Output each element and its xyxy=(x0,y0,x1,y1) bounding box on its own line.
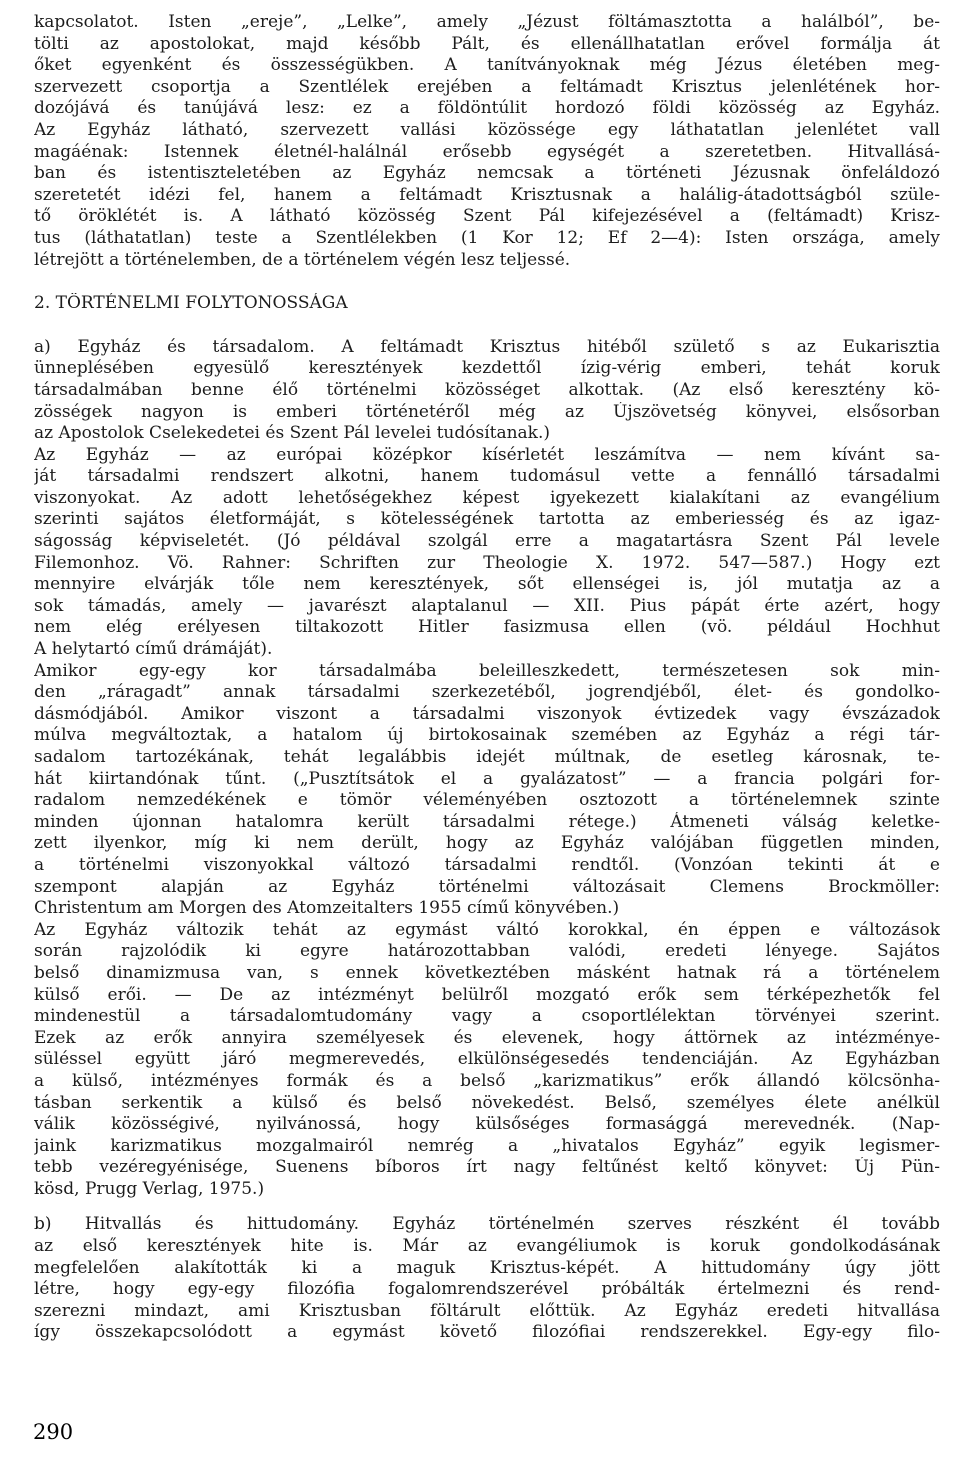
text-line: külső erői. — De az intézményt belülről mozgató erők sem térképezhetők fel xyxy=(34,984,940,1005)
text-line: b) Hitvallás és hittudomány. Egyház történelmén szerves részként él tovább xyxy=(34,1214,940,1235)
text-line: megfelelően alakították ki a maguk Krisztus-képét. A hittudomány úgy jött xyxy=(34,1257,940,1278)
text-line: tásban serkentik a külső és belső növekedést. Belső, személyes élete anélkül xyxy=(34,1092,940,1113)
text-line: őket egyenként és összességükben. A tanítványoknak még Jézus életében meg- xyxy=(34,55,940,76)
text-line: Az Egyház — az európai középkor kísérletét leszámítva — nem kívánt sa- xyxy=(34,444,940,465)
text-line: szerinti sajátos életformáját, s kötelességének tartotta az emberiesség és az igaz- xyxy=(34,509,940,530)
text-line: zett ilyenkor, míg ki nem derült, hogy az Egyház valójában független minden, xyxy=(34,833,940,854)
text-line: hát kiirtandónak tűnt. („Pusztítsátok el a gyalázatost” — a francia polgári for- xyxy=(34,768,940,789)
text-line: kösd, Prugg Verlag, 1975.) xyxy=(34,1178,265,1199)
text-line: minden újonnan hatalomra került társadalmi rétege.) Átmeneti válság keletke- xyxy=(34,811,940,832)
text-line: így összekapcsolódott a egymást követő filozófiai rendszerekkel. Egy-egy filo- xyxy=(34,1322,940,1343)
text-line: mennyire elvárják tőle nem keresztények, sőt ellenségei is, jól mutatja az a xyxy=(34,574,940,595)
text-line: magáénak: Istennek életnél-halálnál erősebb egységét a szeretetben. Hitvallásá- xyxy=(34,141,940,162)
text-line: létre, hogy egy-egy filozófia fogalomrendszerével próbálták értelmezni és rend- xyxy=(34,1279,940,1300)
text-line: során rajzolódik ki egyre határozottabban valódi, eredeti lényege. Sajátos xyxy=(34,941,940,962)
text-line: Az Egyház látható, szervezett vallási közössége egy láthatatlan jelenlétet vall xyxy=(34,119,940,140)
text-line: a külső, intézményes formák és a belső „karizmatikus” erők állandó kölcsönha- xyxy=(34,1070,940,1091)
text-line: viszonyokat. Az adott lehetőségekhez képest igyekezett kialakítani az evangélium xyxy=(34,487,940,508)
text-line: Ezek az erők annyira személyesek és elevenek, hogy áttörnek az intézménye- xyxy=(34,1027,940,1048)
text-line: múlva megváltoztak, a hatalom új birtokosainak szemében az Egyház a régi tár- xyxy=(34,725,940,746)
text-line: sadalom tartozékának, tehát legalábbis idejét múltnak, de esetleg károsnak, te- xyxy=(34,747,940,767)
text-line: társadalmában benne élő történelmi közösséget alkottak. (Az első keresztény kö- xyxy=(34,379,940,400)
text-line: dásmódjából. Amikor viszont a társadalmi viszonyok évtizedek vagy évszázadok xyxy=(34,703,940,724)
text-line: az első keresztények hite is. Már az evangéliumok is koruk gondolkodásának xyxy=(34,1236,940,1257)
text-line: szervezett csoportja a Szentlélek erejében a feltámadt Krisztus jelenlétének hor- xyxy=(34,76,940,97)
text-line: kapcsolatot. Isten „ereje”, „Lelke”, amely „Jézust föltámasztotta a halálból”, be- xyxy=(34,12,940,32)
text-line: zösségek nagyon is emberi történetéről még az Újszövetség könyvei, elsősorban xyxy=(34,401,940,422)
text-line: válik közösségivé, nyilvánossá, hogy külsőséges formasággá merevednék. (Nap- xyxy=(34,1114,940,1135)
text-line: tő öröklétét is. A látható közösség Szent Pál kifejezésével a (feltámadt) Krisz- xyxy=(34,206,940,227)
text-line: sok támadás, amely — javarészt alaptalanul — XII. Pius pápát érte azért, hogy xyxy=(34,595,940,616)
text-line: nem elég erélyesen tiltakozott Hitler fasizmusa ellen (vö. például Hochhut xyxy=(34,617,940,638)
text-line: szempont alapján az Egyház történelmi változásait Clemens Brockmöller: xyxy=(34,876,940,897)
text-line: jaink karizmatikus mozgalmairól nemrég a „hivatalos Egyház” egyik legismer- xyxy=(34,1135,940,1156)
text-line: Amikor egy-egy kor társadalmába beleilleszkedett, természetesen sok min- xyxy=(34,660,940,681)
text-line: ját társadalmi rendszert alkotni, hanem tudomásul vette a fennálló társadalmi xyxy=(34,466,940,487)
paragraph-gap xyxy=(34,315,940,337)
text-line: a történelmi viszonyokkal változó társadalmi rendtől. (Vonzóan tekinti át e xyxy=(34,854,940,875)
text-line: létrejött a történelemben, de a történelem végén lesz teljessé. xyxy=(34,249,571,270)
text-line: A helytartó című drámáját). xyxy=(34,639,273,660)
text-line: 2. TÖRTÉNELMI FOLYTONOSSÁGA xyxy=(34,293,348,314)
page-number: 290 xyxy=(33,1420,74,1444)
text-line: az Apostolok Cselekedetei és Szent Pál levelei tudósítanak.) xyxy=(34,423,551,444)
text-line: Christentum am Morgen des Atomzeitalters 1955 című könyvében.) xyxy=(34,898,620,919)
text-line: Filemonhoz. Vö. Rahner: Schriften zur Theologie X. 1972. 547—587.) Hogy ezt xyxy=(34,552,940,573)
text-line: tölti az apostolokat, majd később Pált, és ellenállhatatlan erővel formálja át xyxy=(34,33,940,54)
text-line: a) Egyház és társadalom. A feltámadt Krisztus hitéből születő s az Eukarisztia xyxy=(34,336,940,357)
text-line: Az Egyház változik tehát az egymást váltó korokkal, én éppen e változások xyxy=(34,919,940,940)
text-line: ban és istentiszteletében az Egyház nemcsak a történeti Jézusnak önfeláldozó xyxy=(34,163,940,184)
text-line: ságosság képviseletét. (Jó példával szolgál erre a magatartásra Szent Pál levele xyxy=(34,531,940,552)
text-line: szerezni mindazt, ami Krisztusban föltárult előttük. Az Egyház eredeti hitvallása xyxy=(34,1300,940,1321)
text-line: radalom nemzedékének e tömör véleményében osztozott a történelemnek szinte xyxy=(34,790,940,811)
text-line: dozójává és tanújává lesz: ez a földöntúlit hordozó földi közösség az Egyház. xyxy=(34,98,940,119)
paragraph-gap xyxy=(34,271,940,293)
text-line: süléssel együtt járó megmerevedés, elkülönségesedés tendenciáján. Az Egyházban xyxy=(34,1049,940,1070)
text-line: ünneplésében egyesülő keresztények kezdettől ízig-vérig emberi, tehát koruk xyxy=(34,358,940,379)
text-line: den „ráragadt” annak társadalmi szerkezetéből, jogrendjéből, élet- és gondolko- xyxy=(34,682,940,703)
text-line: tus (láthatatlan) teste a Szentlélekben (1 Kor 12; Ef 2—4): Isten országa, amely xyxy=(34,227,940,248)
text-line: szeretetét idézi fel, hanem a feltámadt Krisztusnak a halálig-átadottságból szüle- xyxy=(34,184,940,205)
paragraph-gap xyxy=(34,1200,940,1214)
text-line: belső dinamizmusa van, s ennek következtében másként hatnak rá a történelem xyxy=(34,962,940,983)
text-line: tebb vezéregyénisége, Suenens bíboros írt nagy feltűnést keltő könyvet: Új Pün- xyxy=(34,1157,940,1178)
text-line: mindenestül a társadalomtudomány vagy a csoportlélektan törvényei szerint. xyxy=(34,1006,940,1027)
